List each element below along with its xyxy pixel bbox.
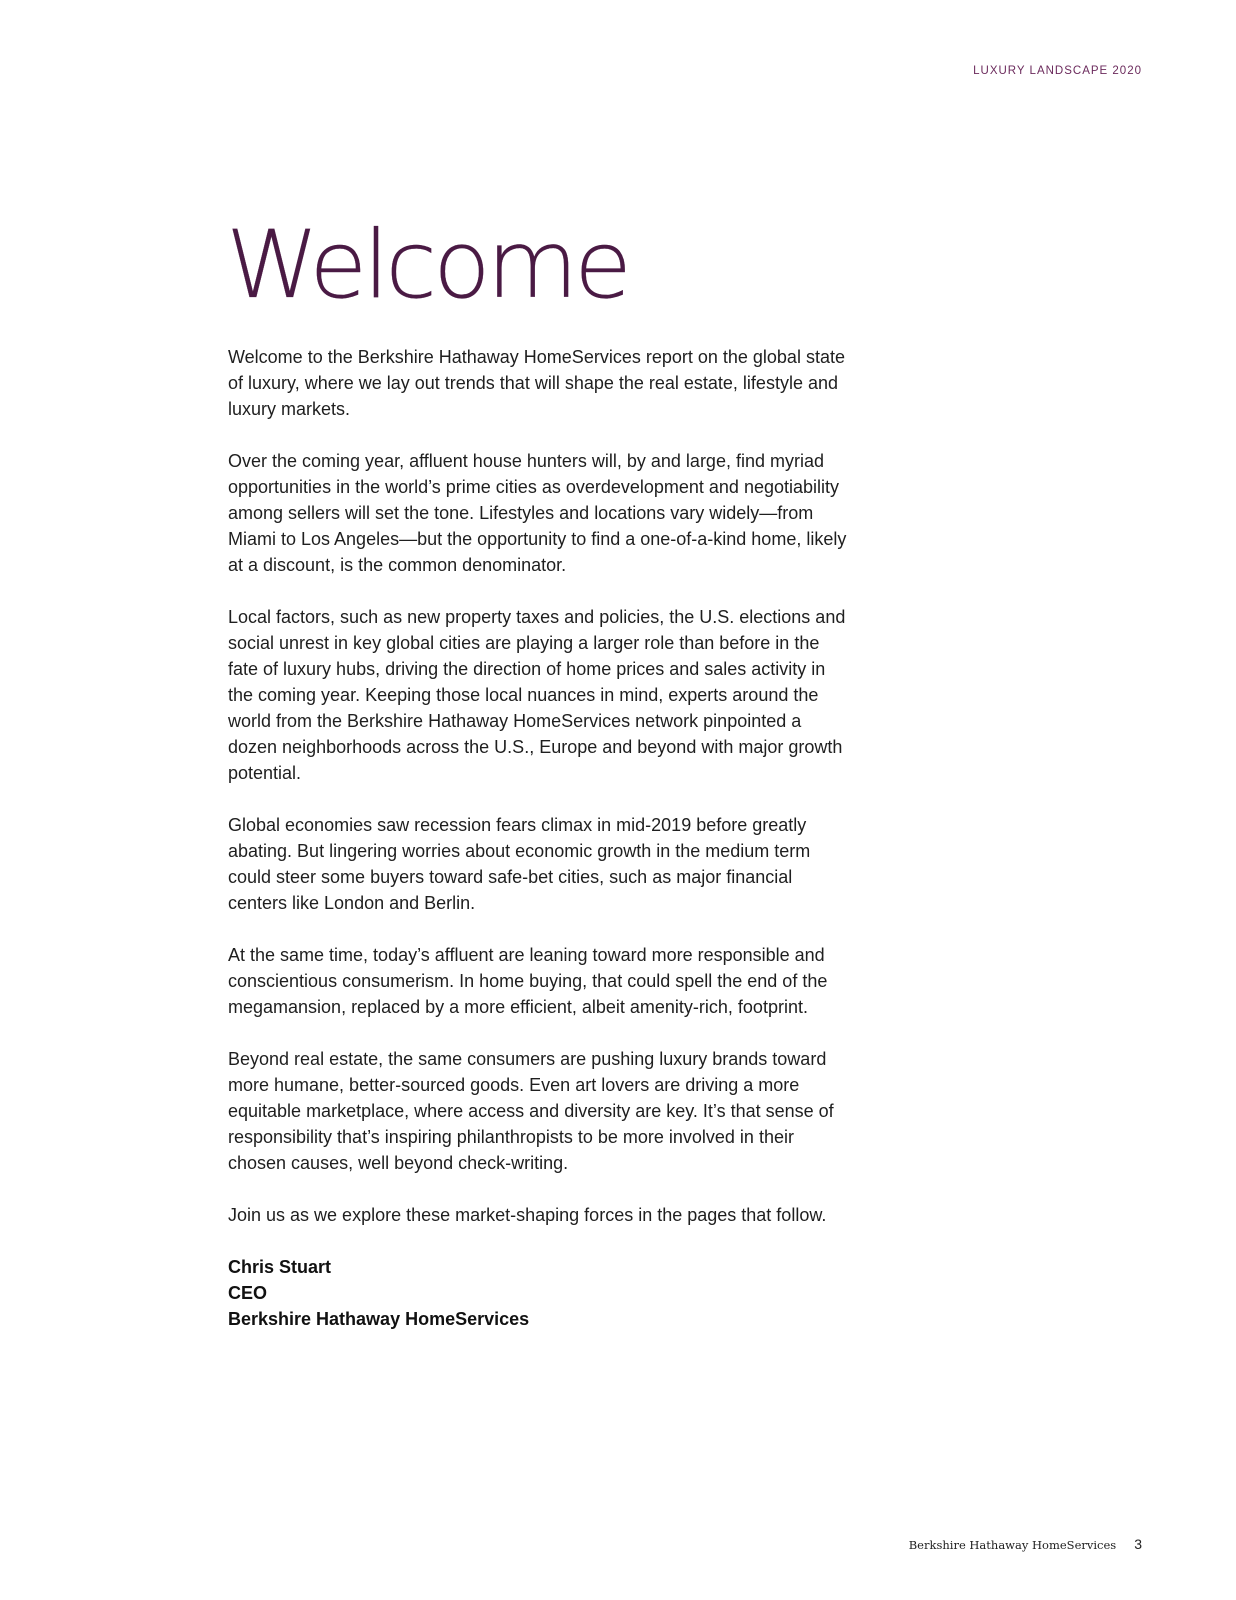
signature-block — [228, 1254, 848, 1332]
running-header: LUXURY LANDSCAPE 2020 — [973, 65, 1142, 77]
page-footer — [909, 1536, 1142, 1552]
paragraph: Welcome to the Berkshire Hathaway HomeServices report on the global state of luxury, where we lay out trends that will shape the real estate, lifestyle and luxury markets. — [228, 347, 845, 419]
paragraph: Global economies saw recession fears climax in mid-2019 before greatly abating. But lingering worries about economic growth in the medium term could steer some buyers toward safe-bet cities, such as major financial centers like London and Berlin. — [228, 815, 811, 913]
paragraph: Beyond real estate, the same consumers are pushing luxury brands toward more humane, better-sourced goods. Even art lovers are driving a more equitable marketplace, where access and diversity are key. It’s that sense of responsibility that’s inspiring philanthropists to be more involved in their chosen causes, well beyond check-writing. — [228, 1049, 834, 1173]
page-number: 3 — [1134, 1536, 1142, 1552]
paragraph: At the same time, today’s affluent are leaning toward more responsible and conscientious consumerism. In home buying, that could spell the end of the megamansion, replaced by a more efficient, albeit amenity-rich, footprint. — [228, 945, 828, 1017]
page-title: Welcome — [226, 211, 628, 320]
signature-role: CEO — [228, 1283, 268, 1303]
paragraph: Join us as we explore these market-shaping forces in the pages that follow. — [228, 1205, 827, 1225]
paragraph: Local factors, such as new property taxes and policies, the U.S. elections and social unrest in key global cities are playing a larger role than before in the fate of luxury hubs, driving the direction of home prices and sales activity in the coming year. Keeping those local nuances in mind, experts around the world from the Berkshire Hathaway HomeServices network pinpointed a dozen neighborhoods across the U.S., Europe and beyond with major growth potential. — [228, 607, 846, 783]
letter-body — [228, 344, 848, 1332]
footer-brand: Berkshire Hathaway HomeServices — [908, 1538, 1117, 1552]
paragraph: Over the coming year, affluent house hunters will, by and large, find myriad opportunities in the world’s prime cities as overdevelopment and negotiability among sellers will set the tone. Lifestyles and locations vary widely—from Miami to Los Angeles—but the opportunity to find a one-of-a-kind home, likely at a discount, is the common denominator. — [228, 451, 847, 575]
signature-company: Berkshire Hathaway HomeServices — [228, 1309, 530, 1329]
signature-name: Chris Stuart — [228, 1257, 332, 1277]
